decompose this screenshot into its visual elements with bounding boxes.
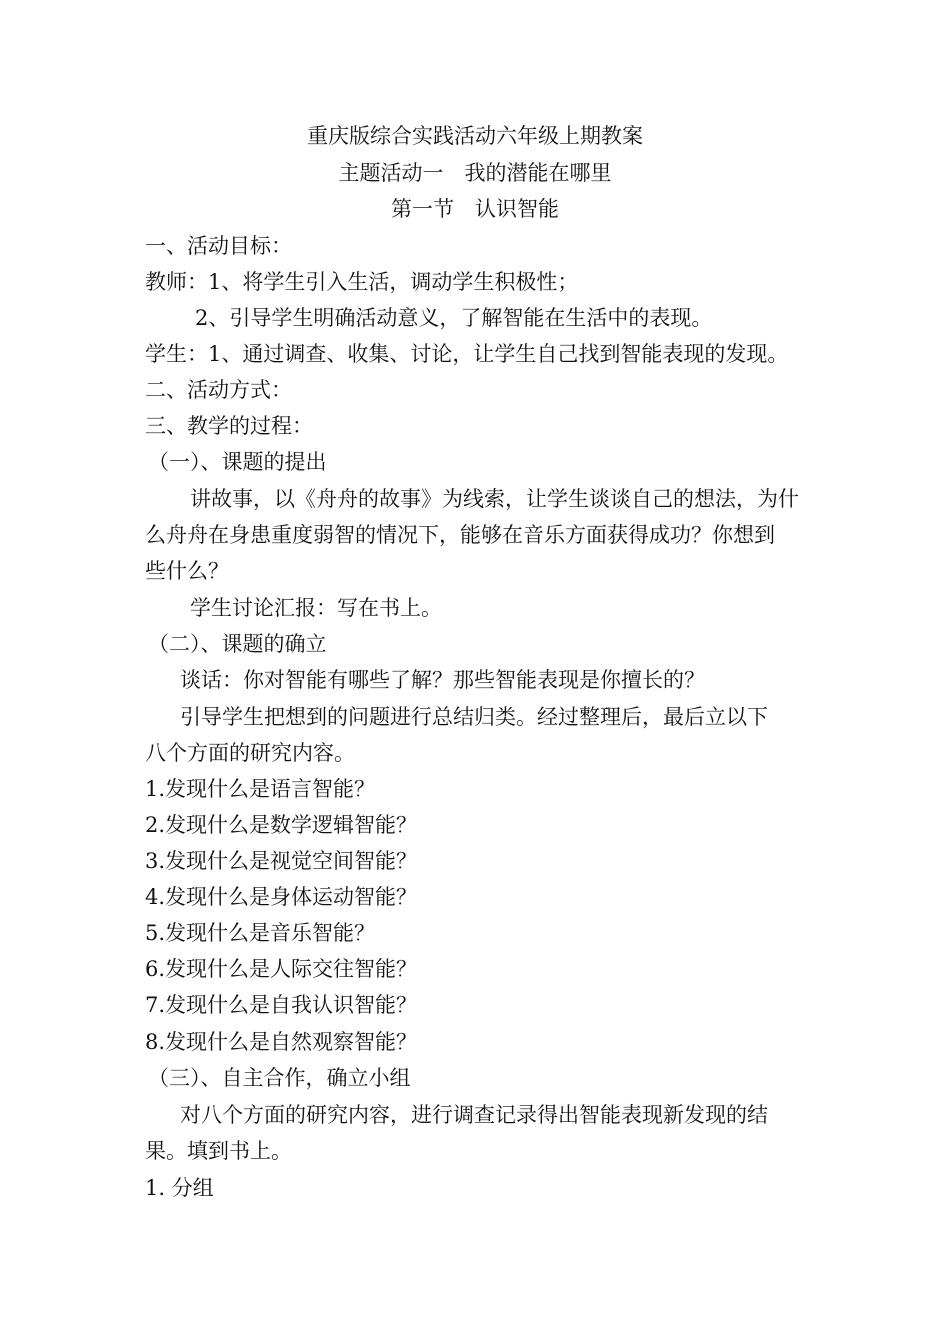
teacher-goal-1: 教师：1、将学生引入生活，调动学生积极性；	[145, 270, 579, 294]
part2-paragraph-line: 引导学生把想到的问题进行总结归类。经过整理后，最后立以下	[180, 705, 768, 729]
student-goal-1: 学生：1、通过调查、收集、讨论，让学生自己找到智能表现的发现。	[145, 342, 789, 366]
list-item: 1.发现什么是语言智能？	[145, 777, 376, 801]
method-heading: 二、活动方式：	[145, 378, 292, 402]
part3-heading: （三）、自主合作，确立小组	[148, 1066, 411, 1090]
list-item: 2.发现什么是数学逻辑智能？	[145, 813, 418, 837]
list-item: 3.发现什么是视觉空间智能？	[145, 849, 418, 873]
part3-paragraph-line: 果。填到书上。	[145, 1139, 292, 1163]
part2-paragraph-line: 八个方面的研究内容。	[145, 741, 355, 765]
part1-paragraph-line: 些什么？	[145, 559, 229, 583]
list-item: 4.发现什么是身体运动智能？	[145, 885, 418, 909]
list-item: 8.发现什么是自然观察智能？	[145, 1030, 418, 1054]
part2-talk: 谈话：你对智能有哪些了解？那些智能表现是你擅长的？	[180, 668, 705, 692]
theme-subtitle: 主题活动一 我的潜能在哪里	[338, 161, 612, 185]
process-heading: 三、教学的过程：	[145, 414, 313, 438]
part3-paragraph-line: 对八个方面的研究内容，进行调查记录得出智能表现新发现的结	[180, 1103, 768, 1127]
list-item: 6.发现什么是人际交往智能？	[145, 957, 418, 981]
teacher-goal-2: 2、引导学生明确活动意义，了解智能在生活中的表现。	[195, 306, 713, 330]
goals-heading: 一、活动目标：	[145, 234, 292, 258]
section-title: 第一节 认识智能	[391, 197, 559, 221]
part1-discussion: 学生讨论汇报：写在书上。	[190, 596, 442, 620]
part1-paragraph-line: 讲故事，以《舟舟的故事》为线索，让学生谈谈自己的想法，为什	[190, 487, 799, 511]
list-item: 7.发现什么是自我认识智能？	[145, 993, 418, 1017]
part1-paragraph-line: 么舟舟在身患重度弱智的情况下，能够在音乐方面获得成功？你想到	[145, 523, 775, 547]
part1-heading: （一）、课题的提出	[148, 450, 327, 474]
document-title: 重庆版综合实践活动六年级上期教案	[307, 124, 643, 148]
part2-heading: （二）、课题的确立	[148, 632, 327, 656]
list-item: 5.发现什么是音乐智能？	[145, 921, 376, 945]
part3-item: 1. 分组	[145, 1176, 214, 1200]
